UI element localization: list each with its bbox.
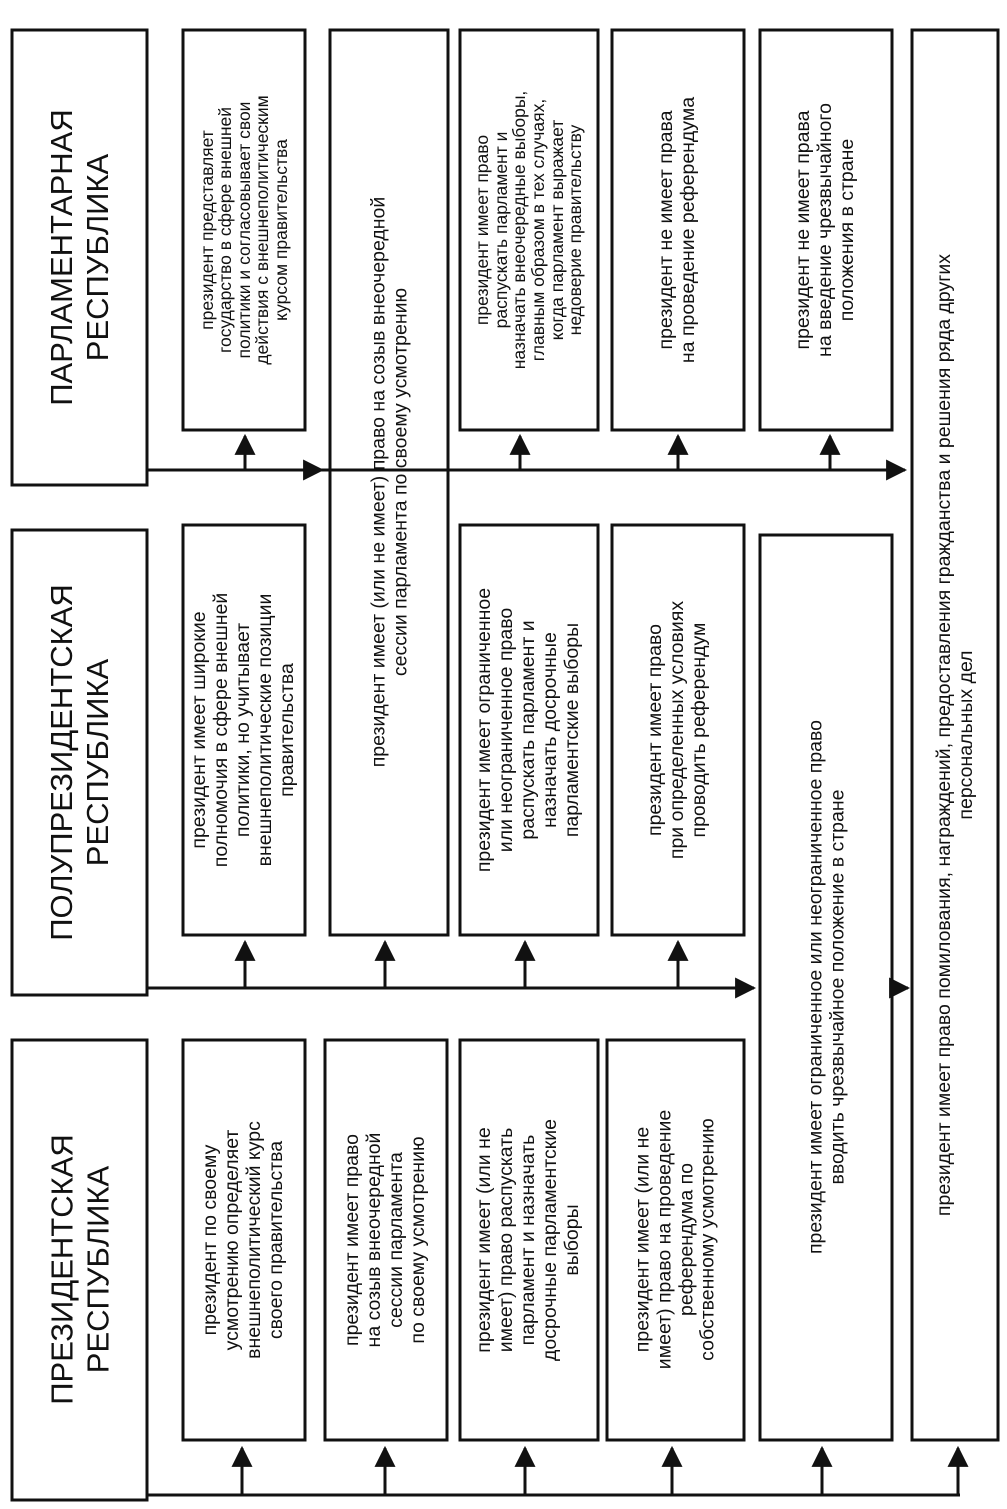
cell-pres-foreign: президент по своему усмотрению определяет внешнеполитический курс своего правительства	[199, 1121, 287, 1359]
header-parliamentary: ПАРЛАМЕНТАРНАЯ РЕСПУБЛИКА	[43, 109, 115, 406]
connector-presidential	[147, 1448, 960, 1495]
cell-parl-dissolution: президент имеет право распускать парламент и назначать внеочередные выборы, главным образом в тех случаях, когда парламент выражает недоверие правительству	[472, 90, 586, 370]
cell-parl-foreign: президент представляет государство в сфере внешней политики и согласовывает свои действия с внешнеполитическим курсом правительства	[196, 95, 291, 365]
cell-semi-referendum: президент имеет право при определенных условиях проводить референдум	[644, 600, 710, 860]
cell-semi-dissolution: президент имеет ограниченное или неограниченное право распускать парламент и назначать досрочные парламентские выборы	[473, 587, 583, 873]
cell-parl-referendum: президент не имеет права на проведение референдума	[655, 96, 699, 364]
cell-semi-foreign: президент имеет широкие полномочия в сфере внешней политики, но учитывает внешнеполитические позиции правительства	[188, 592, 298, 868]
cell-pardon-all: президент имеет право помилования, награждений, предоставления гражданства и решения ряда других персональных дел	[932, 253, 977, 1217]
header-semi-presidential: ПОЛУПРЕЗИДЕНТСКАЯ РЕСПУБЛИКА	[43, 584, 115, 941]
connector-parliamentary	[147, 436, 905, 470]
cell-emergency-pres-semi: президент имеет ограниченное или неограниченное право вводить чрезвычайное положение в стране	[804, 719, 849, 1255]
cell-parl-emergency: президент не имеет права на введение чрезвычайного положения в стране	[792, 103, 858, 357]
cell-pres-referendum: президент имеет (или не имеет) право на проведение референдума по собственному усмотрению	[631, 1109, 719, 1370]
cell-pres-dissolution: президент имеет (или не имеет) право распускать парламент и назначать досрочные парламентские выборы	[473, 1119, 583, 1361]
header-presidential: ПРЕЗИДЕНТСКАЯ РЕСПУБЛИКА	[44, 1134, 115, 1405]
cell-session-semi-parl: президент имеет (или не имеет) право на созыв внеочередной сессии парламента по своему усмотрению	[367, 196, 412, 768]
cell-pres-session: президент имеет право на созыв внеочередной сессии парламента по своему усмотрению	[341, 1132, 429, 1348]
